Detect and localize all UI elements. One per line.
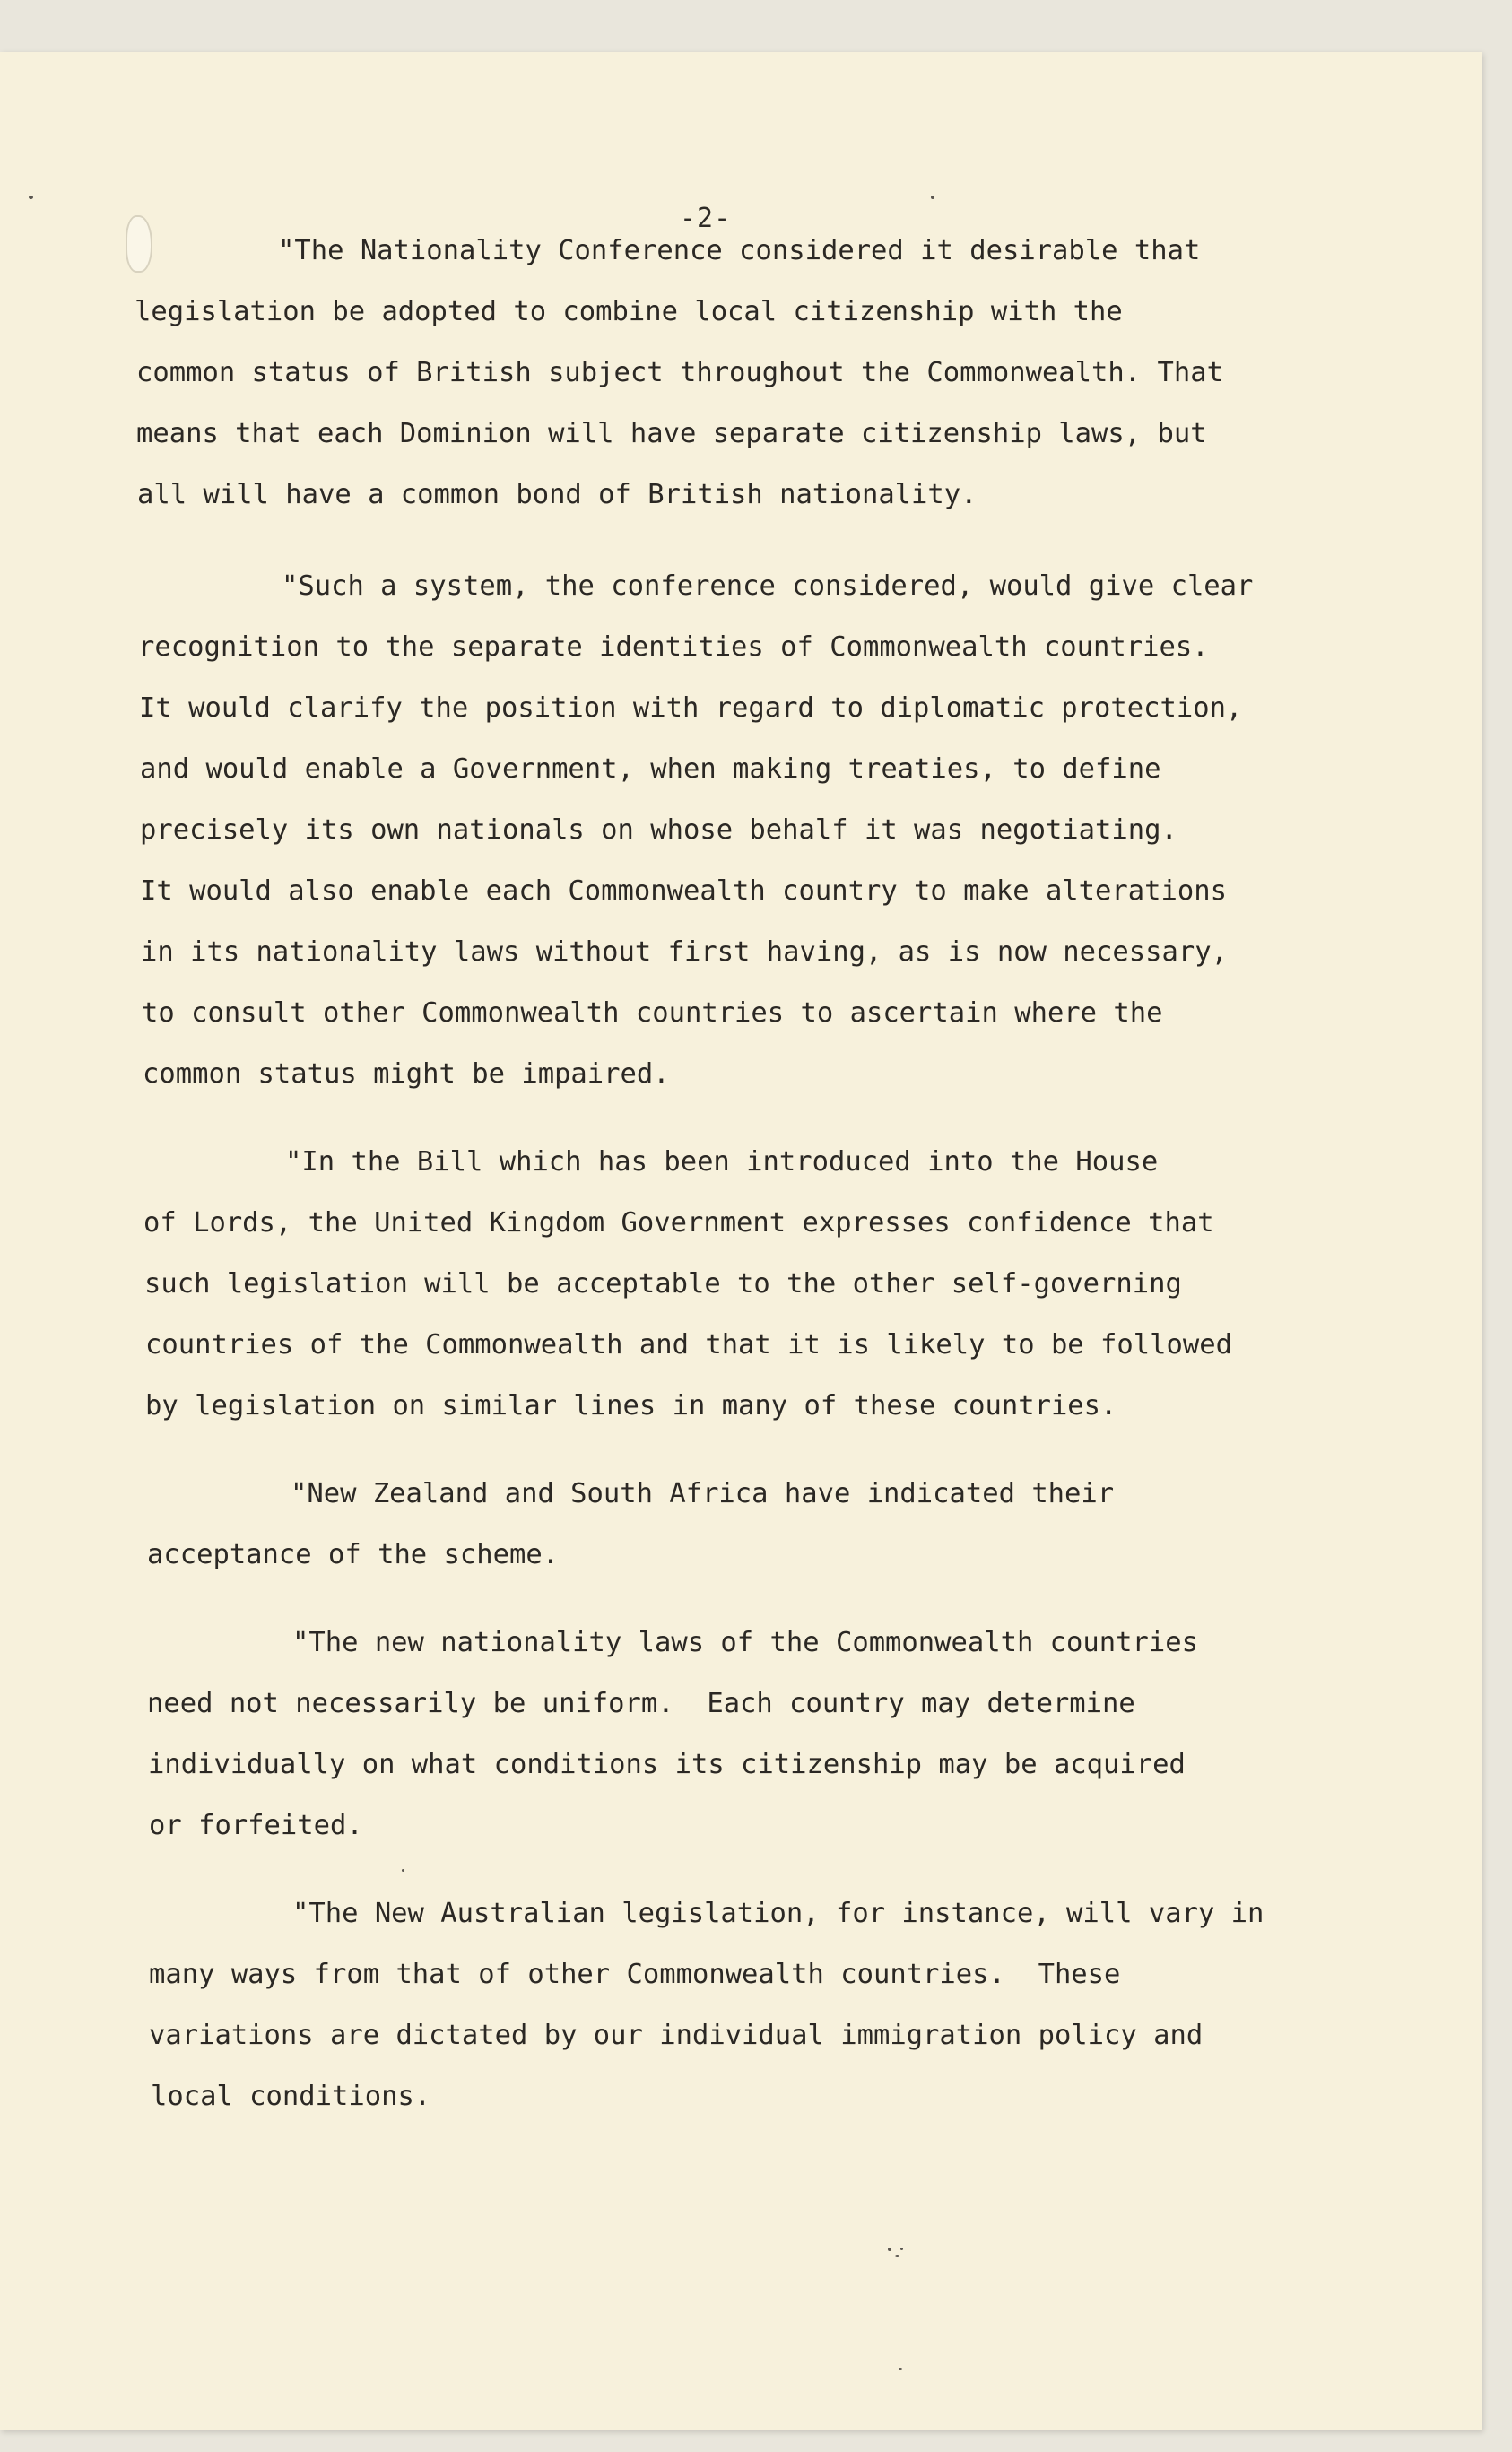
ink-speck <box>402 1869 404 1872</box>
text-line: and would enable a Government, when making treaties, to define <box>140 753 1161 785</box>
ink-speck <box>888 2248 891 2251</box>
ink-speck <box>900 2248 903 2250</box>
text-line: acceptance of the scheme. <box>147 1539 560 1570</box>
text-line: "The Nationality Conference considered it desirable that <box>278 235 1201 266</box>
text-line: common status of British subject throughout the Commonwealth. That <box>136 357 1223 388</box>
text-line: "New Zealand and South Africa have indicated their <box>291 1478 1115 1509</box>
text-line: need not necessarily be uniform. Each country may determine <box>147 1688 1135 1719</box>
text-line: individually on what conditions its citizenship may be acquired <box>148 1749 1186 1780</box>
text-line: of Lords, the United Kingdom Government expresses confidence that <box>143 1207 1214 1239</box>
ink-speck <box>29 196 33 199</box>
text-line: by legislation on similar lines in many of these countries. <box>145 1390 1117 1422</box>
typed-page <box>0 52 1482 2430</box>
ink-speck <box>895 2255 899 2257</box>
paper-tear-mark <box>126 215 152 273</box>
text-line: in its nationality laws without first having, as is now necessary, <box>141 936 1228 968</box>
text-line: such legislation will be acceptable to the other self-governing <box>144 1268 1182 1300</box>
text-line: recognition to the separate identities of Commonwealth countries. <box>138 631 1209 663</box>
text-line: It would also enable each Commonwealth country to make alterations <box>140 875 1227 907</box>
text-line: variations are dictated by our individual immigration policy and <box>149 2020 1204 2051</box>
text-line: legislation be adopted to combine local citizenship with the <box>135 296 1123 327</box>
text-line: "The New Australian legislation, for instance, will vary in <box>292 1898 1264 1929</box>
ink-speck <box>931 196 934 199</box>
text-line: to consult other Commonwealth countries to ascertain where the <box>142 997 1163 1029</box>
text-line: means that each Dominion will have separate citizenship laws, but <box>136 418 1207 449</box>
text-line: precisely its own nationals on whose behalf it was negotiating. <box>140 814 1177 846</box>
page-number: -2- <box>680 203 732 234</box>
ink-speck <box>899 2368 902 2370</box>
text-line: many ways from that of other Commonwealth countries. These <box>149 1959 1121 1990</box>
text-line: countries of the Commonwealth and that it is likely to be followed <box>145 1329 1232 1361</box>
text-line: or forfeited. <box>149 1810 363 1841</box>
text-line: It would clarify the position with regard to diplomatic protection, <box>139 692 1243 724</box>
text-line: "Such a system, the conference considered, would give clear <box>282 570 1254 602</box>
text-line: local conditions. <box>151 2081 431 2112</box>
text-line: "In the Bill which has been introduced into the House <box>285 1146 1159 1178</box>
text-line: "The new nationality laws of the Commonwealth countries <box>292 1627 1198 1658</box>
text-line: all will have a common bond of British nationality. <box>137 479 978 510</box>
text-line: common status might be impaired. <box>143 1058 670 1090</box>
